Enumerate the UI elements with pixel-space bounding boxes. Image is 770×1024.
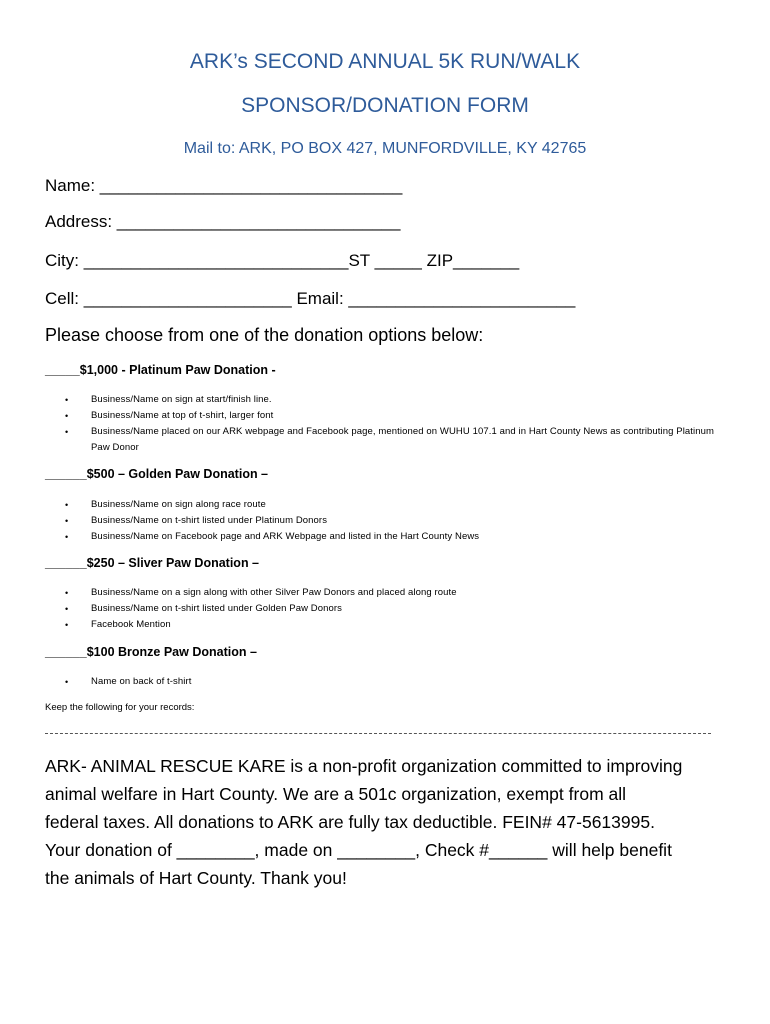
bronze-benefits-list — [45, 674, 725, 690]
list-item: • Business/Name on sign along race route — [45, 497, 725, 513]
option-silver-heading[interactable]: ______$250 – Sliver Paw Donation – — [45, 556, 260, 570]
list-item: • Name on back of t-shirt — [45, 674, 725, 690]
list-item: • Business/Name at top of t-shirt, larger font — [45, 408, 725, 424]
bullet-icon: • — [65, 588, 69, 598]
address-field[interactable]: Address: ______________________________ — [45, 212, 401, 231]
silver-benefits-list — [45, 585, 725, 633]
receipt-line: ARK- ANIMAL RESCUE KARE is a non-profit organization committed to improving — [45, 756, 683, 776]
keep-records-note: Keep the following for your records: — [45, 702, 195, 713]
receipt-line: the animals of Hart County. Thank you! — [45, 868, 347, 888]
list-item: • Business/Name on t-shirt listed under Platinum Donors — [45, 513, 725, 529]
bullet-icon: • — [65, 516, 69, 526]
cell-email-field[interactable]: Cell: ______________________ Email: ________________________ — [45, 289, 576, 308]
receipt-line: federal taxes. All donations to ARK are fully tax deductible. FEIN# 47-5613995. — [45, 812, 655, 832]
name-field[interactable]: Name: ________________________________ — [45, 176, 403, 195]
cut-line-divider — [45, 733, 711, 734]
form-title-line2: SPONSOR/DONATION FORM — [241, 94, 529, 117]
bullet-icon: • — [65, 677, 69, 687]
platinum-benefits-list — [45, 392, 725, 456]
option-platinum-heading[interactable]: _____$1,000 - Platinum Paw Donation - — [45, 363, 276, 377]
receipt-line: Your donation of ________, made on ________, Check #______ will help benefit — [45, 840, 672, 860]
bullet-icon: • — [65, 427, 69, 437]
bullet-icon: • — [65, 532, 69, 542]
mail-to-address: Mail to: ARK, PO BOX 427, MUNFORDVILLE, KY 42765 — [183, 140, 587, 157]
option-bronze-heading[interactable]: ______$100 Bronze Paw Donation – — [45, 645, 257, 659]
bullet-icon: • — [65, 620, 69, 630]
list-item: • Facebook Mention — [45, 617, 725, 633]
city-state-zip-field[interactable]: City: ____________________________ST _____ ZIP_______ — [45, 251, 520, 270]
list-item: • Business/Name placed on our ARK webpage and Facebook page, mentioned on WUHU 107.1 and in Hart County News as contributing Platinum Paw Donor — [65, 426, 715, 453]
list-item: • Business/Name on a sign along with other Silver Paw Donors and placed along route — [45, 585, 725, 601]
golden-benefits-list — [45, 497, 725, 545]
list-item: • Business/Name on sign at start/finish line. — [45, 392, 725, 408]
bullet-icon: • — [65, 604, 69, 614]
receipt-paragraph — [45, 752, 735, 892]
bullet-icon: • — [65, 395, 69, 405]
receipt-line: animal welfare in Hart County. We are a 501c organization, exempt from all — [45, 784, 627, 804]
form-title-line1: ARK’s SECOND ANNUAL 5K RUN/WALK — [189, 50, 581, 73]
option-golden-heading[interactable]: ______$500 – Golden Paw Donation – — [45, 467, 269, 481]
choose-instructions: Please choose from one of the donation options below: — [45, 325, 484, 345]
list-item: • Business/Name on Facebook page and ARK Webpage and listed in the Hart County News — [45, 529, 725, 545]
list-item: • Business/Name on t-shirt listed under Golden Paw Donors — [45, 601, 725, 617]
bullet-icon: • — [65, 500, 69, 510]
bullet-icon: • — [65, 411, 69, 421]
